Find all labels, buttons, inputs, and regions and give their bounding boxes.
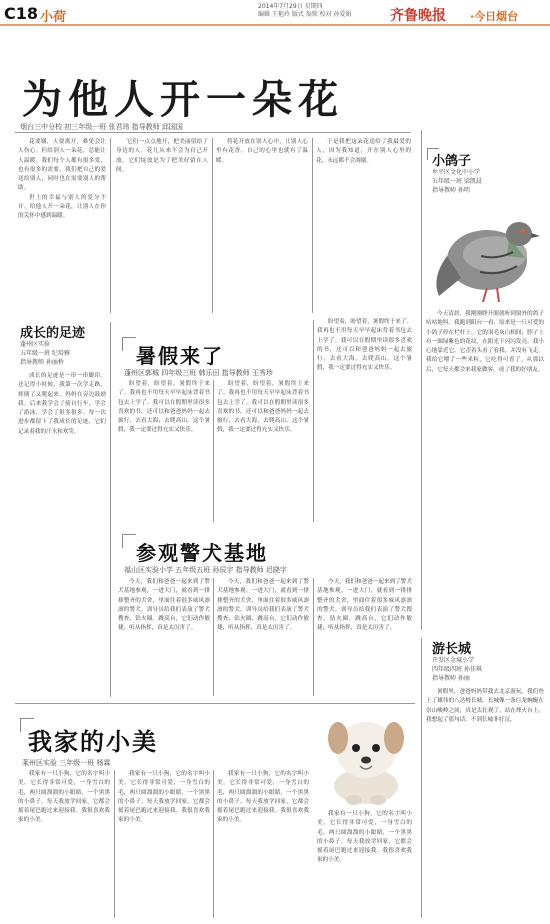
column-rule — [114, 770, 115, 918]
column-rule — [421, 130, 422, 630]
column-rule — [110, 138, 111, 313]
article-body-puppy-col3: 我家有一只小狗，它的名字叫小美。它长得非常可爱，一身雪白的毛，两只圆溜溜的小眼睛，一个黑黑的小鼻子。每天我放学回家，它都会摇着尾巴跑过来迎接我。我很喜欢我家的小美。 — [217, 771, 309, 824]
article-body-col4: 于是我把这朵花送给了我最爱的人，因为我知道，开在别人心里的花，永远都不会凋谢。 — [316, 139, 411, 164]
article-body-growth: 成长的足迹是一串一串脚印。还记得小时候，我第一次学走路，摔倒了又爬起来，妈妈在旁边鼓励我。后来我学会了骑自行车，学会了游泳，学会了很多很多。每一次进步都留下了我成长的足迹，它们记录着我的汗水和欢笑。 — [18, 373, 106, 435]
article-byline: 莱州区实验 三年级一班 杨霖 — [22, 759, 111, 767]
paper-logo: 齐鲁晚报 — [390, 8, 446, 24]
article-title-great-wall: 游长城 — [432, 642, 472, 657]
title-bracket — [122, 534, 136, 548]
divider — [15, 132, 410, 133]
column-rule — [313, 578, 314, 696]
article-credits: 牟平区文化中小学 五年级一班 梁凯晨 指导教师 孙明 — [432, 169, 482, 194]
paper-edition-name: ·今日烟台 — [470, 10, 519, 23]
article-body-col3: 将花开放在别人心中，让别人心里有花香，自己的心里也就有了温暖。 — [216, 139, 308, 164]
article-byline: 蓬州区郭城 四年级三班 韩乐田 指导教师 王秀珍 — [124, 369, 273, 377]
article-byline: 烟台三中分校 初三年级一班 张君玮 指导教师 邱国国 — [20, 123, 183, 131]
column-rule — [313, 320, 314, 522]
masthead — [0, 0, 550, 26]
article-body-puppy-col4: 我家有一只小狗，它的名字叫小美。它长得非常可爱，一身雪白的毛，两只圆溜溜的小眼睛，一个黑黑的小鼻子。每天我放学回家，它都会摇着尾巴跑过来迎接我。我很喜欢我家的小美。 — [317, 811, 412, 864]
article-title-main: 为他人开一朵花 — [22, 77, 344, 123]
article-title-police-dog: 参观警犬基地 — [136, 541, 268, 565]
section-name: 小荷 — [40, 10, 67, 25]
column-rule — [110, 322, 111, 697]
page-number: C18 — [4, 4, 39, 23]
article-byline: 福山区实验小学 五年级五班 孙辰宇 指导教师 迟晓宇 — [124, 566, 287, 574]
column-rule — [421, 638, 422, 918]
edition-staff: 编辑 王艳玲 版式 翁锁 校对 孙爱娟 — [258, 11, 352, 18]
article-body-pigeon: 今天清晨，我刚刚睁开眼就听到窗外的鸽子咕咕地叫。我跑到阳台一看，原来是一只可爱的小鸽子停在栏杆上。它的羽毛灰白相间，脖子上有一圈绿紫色的花纹，在阳光下闪闪发亮。我小心地靠近它，它歪着头看了看我，并没有飞走。我给它喂了一些米粒，它吃得可香了。从那以后，它每天都会来我家做客，成了我的好朋友。 — [426, 311, 544, 373]
article-body-police-dog-col3: 今天，我们和爸爸一起来到了警犬基地参观。一进大门，就看到一排排整齐的犬舍，里面住着很多威风凛凛的警犬。训导员给我们表演了警犬搜查、钻火圈、跳高台，它们动作敏捷，听从指挥，真是太厉害了。 — [317, 579, 412, 632]
article-credits: 蓬州区实验 五年级一班 纪培雅 指导教师 孙丽桥 — [20, 341, 70, 366]
edition-date: 2014年7月29日 星期四 — [258, 3, 323, 10]
article-body-col2: 它们一点点地开，把美丽留给了身边的人。花儿从来不会为自己开放，它们绽放是为了把美好留在人间。 — [116, 139, 208, 173]
article-body-police-dog-col1: 今天，我们和爸爸一起来到了警犬基地参观。一进大门，就看到一排排整齐的犬舍，里面住着很多威风凛凛的警犬。训导员给我们表演了警犬搜查、钻火圈、跳高台，它们动作敏捷，听从指挥，真是太厉害了。 — [118, 579, 210, 632]
article-credits: 开发区金城小学 四年级四班 孙佳琪 指导教师 孙丽 — [432, 657, 482, 682]
column-rule — [213, 380, 214, 522]
article-body-summer-col1: 盼望着，盼望着，暑假终于来了。我再也不用每天早早起床背着书包去上学了。我可以在假期里读很多喜欢的书，还可以和爸爸妈妈一起去旅行，去看大海，去爬高山。这个暑假，我一定要过得充实又快乐。 — [118, 381, 210, 434]
article-title-growth: 成长的足迹 — [20, 326, 86, 341]
article-body-police-dog-col2: 今天，我们和爸爸一起来到了警犬基地参观。一进大门，就看到一排排整齐的犬舍，里面住着很多威风凛凛的警犬。训导员给我们表演了警犬搜查、钻火圈、跳高台，它们动作敏捷，听从指挥，真是太厉害了。 — [217, 579, 309, 632]
article-body-summer-col3: 盼望着，盼望着，暑假终于来了。我再也不用每天早早起床背着书包去上学了。我可以在假期里读很多喜欢的书，还可以和爸爸妈妈一起去旅行，去看大海，去爬高山。这个暑假，我一定要过得充实又快乐。 — [317, 319, 412, 372]
article-body-puppy-col1: 我家有一只小狗，它的名字叫小美。它长得非常可爱，一身雪白的毛，两只圆溜溜的小眼睛，一个黑黑的小鼻子。每天我放学回家，它都会摇着尾巴跑过来迎接我。我很喜欢我家的小美。 — [18, 771, 110, 824]
pigeon-photo — [425, 196, 545, 306]
article-title-summer: 暑假来了 — [136, 344, 224, 368]
column-rule — [312, 138, 313, 313]
column-rule — [213, 770, 214, 918]
column-rule — [212, 138, 213, 313]
edition-meta — [258, 3, 352, 19]
article-body-col1: 花要谢，人要离开，难免会让人伤心。但给别人一朵花，总能让人温暖。我们每个人都有很多爱，也有很多的需要，我们把自己的爱送给别人，同时也在需要别人的帮助。 世上的幸福与别人的爱分不开。给他人开一朵花，让别人在你的关怀中感到温暖。 — [18, 139, 106, 220]
article-title-pigeon: 小鸽子 — [432, 154, 472, 169]
column-rule — [213, 578, 214, 696]
title-bracket — [122, 337, 136, 351]
article-body-summer-col2: 盼望着，盼望着，暑假终于来了。我再也不用每天早早起床背着书包去上学了。我可以在假期里读很多喜欢的书，还可以和爸爸妈妈一起去旅行，去看大海，去爬高山。这个暑假，我一定要过得充实又快乐。 — [217, 381, 309, 434]
article-body-puppy-col2: 我家有一只小狗，它的名字叫小美。它长得非常可爱，一身雪白的毛，两只圆溜溜的小眼睛，一个黑黑的小鼻子。每天我放学回家，它都会摇着尾巴跑过来迎接我。我很喜欢我家的小美。 — [118, 771, 210, 824]
article-title-puppy: 我家的小美 — [28, 728, 158, 756]
article-body-great-wall: 暑假里，爸爸妈妈带我去北京游玩。我们登上了雄伟的八达岭长城。长城像一条巨龙蜿蜒在崇山峻岭之间，真是太壮观了。站在烽火台上，我想起了那句话：不到长城非好汉。 — [426, 689, 544, 723]
puppy-photo — [312, 700, 418, 808]
